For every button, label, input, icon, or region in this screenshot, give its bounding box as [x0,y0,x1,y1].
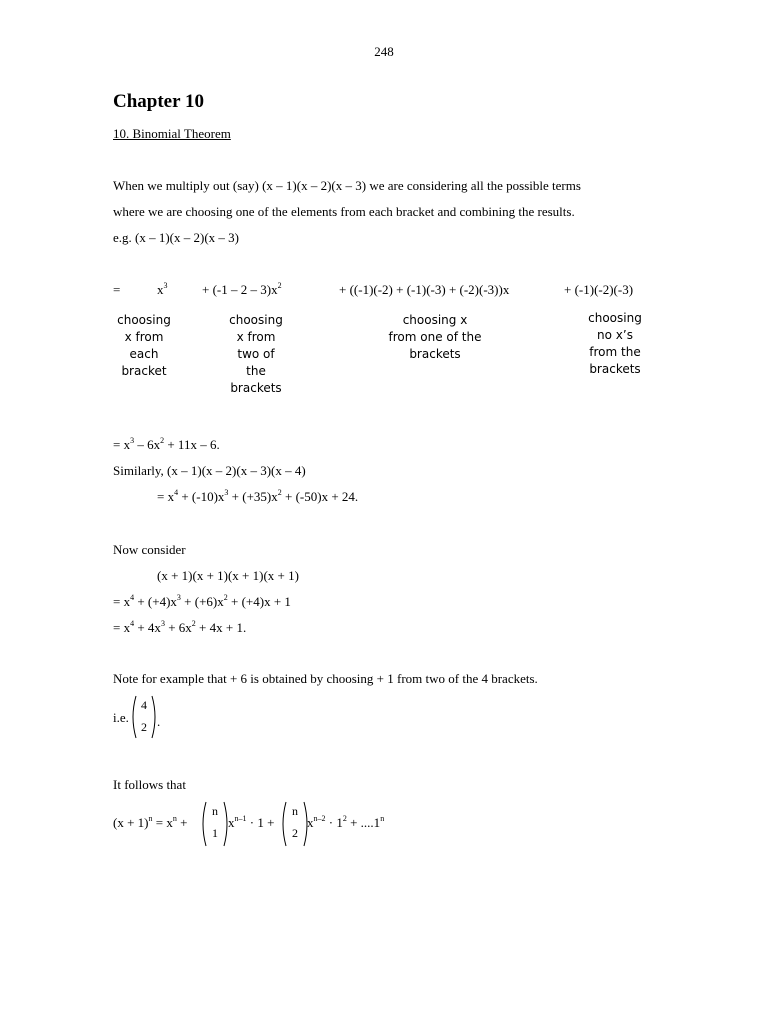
binomial-expansion-lhs: $(x + 1)^n = x^n$ + [113,814,188,830]
expansion-term-4: + (-1)(-2)(-3) [564,282,634,297]
intro-line-2: where we are choosing one of the elements from each bracket and combining the results. [113,204,575,219]
intro-line-1: When we multiply out (say) (x – 1)(x – 2)(x – 3) we are considering all the possible terms [113,178,581,193]
annotation-each-bracket: choosing x from each bracket [117,313,171,378]
annotation-one-bracket: choosing x from one of the brackets [388,313,482,361]
result-expanded-final: = $x^4 + 4x^3 + 6x^2 + 4x + 1$. [113,619,247,635]
chapter-title: Chapter 10 [113,91,204,112]
ie-tail: . [157,714,161,729]
binomial-n-choose-2 [280,800,310,848]
it-follows: It follows that [113,777,186,792]
note-line: Note for example that + 6 is obtained by choosing + 1 from two of the 4 brackets. [113,671,538,686]
intro-line-3: e.g. (x – 1)(x – 2)(x – 3) [113,230,239,245]
annotation-two-brackets: choosing x from two of the brackets [229,313,283,395]
binomial-bottom: 2 [292,826,298,840]
section-title: 10. Binomial Theorem [113,126,231,141]
binomial-top: n [292,804,298,818]
expansion-term-1: $x^3$ [157,281,168,297]
binomial-top: 4 [141,698,147,712]
expansion-term-3: + ((-1)(-2) + (-1)(-3) + (-2)(-3))x [339,282,510,297]
expansion-equals: = [113,282,121,297]
binomial-4-choose-2 [130,694,160,740]
binomial-bottom: 2 [141,720,147,734]
page-number: 248 [374,44,394,59]
now-consider: Now consider [113,542,186,557]
result-expanded-signed: = $x^4 + (+4)x^3 + (+6)x^2 + (+4)x + 1$ [113,593,291,609]
similarly-line: Similarly, (x – 1)(x – 2)(x – 3)(x – 4) [113,463,306,478]
result-quartic: = $x^4 + (-10)x^3 + (+35)x^2 + (-50)x + 24$. [157,488,359,504]
expansion-term-2: + $(-1 - 2 - 3)x^2$ [202,281,282,297]
product-four-brackets: (x + 1)(x + 1)(x + 1)(x + 1) [157,568,299,583]
binomial-term-2: $x^{n-2} \cdot 1^2 + ....1^n$ [307,814,385,830]
binomial-bottom: 1 [212,826,218,840]
ie-label: i.e. [113,710,129,725]
binomial-top: n [212,804,218,818]
result-cubic: = $x^3 - 6x^2 + 11x - 6$. [113,436,220,452]
binomial-n-choose-1 [200,800,230,848]
annotation-no-x: choosing no x’s from the brackets [588,311,642,376]
binomial-term-1: $x^{n-1} \cdot 1$ + [228,814,275,830]
